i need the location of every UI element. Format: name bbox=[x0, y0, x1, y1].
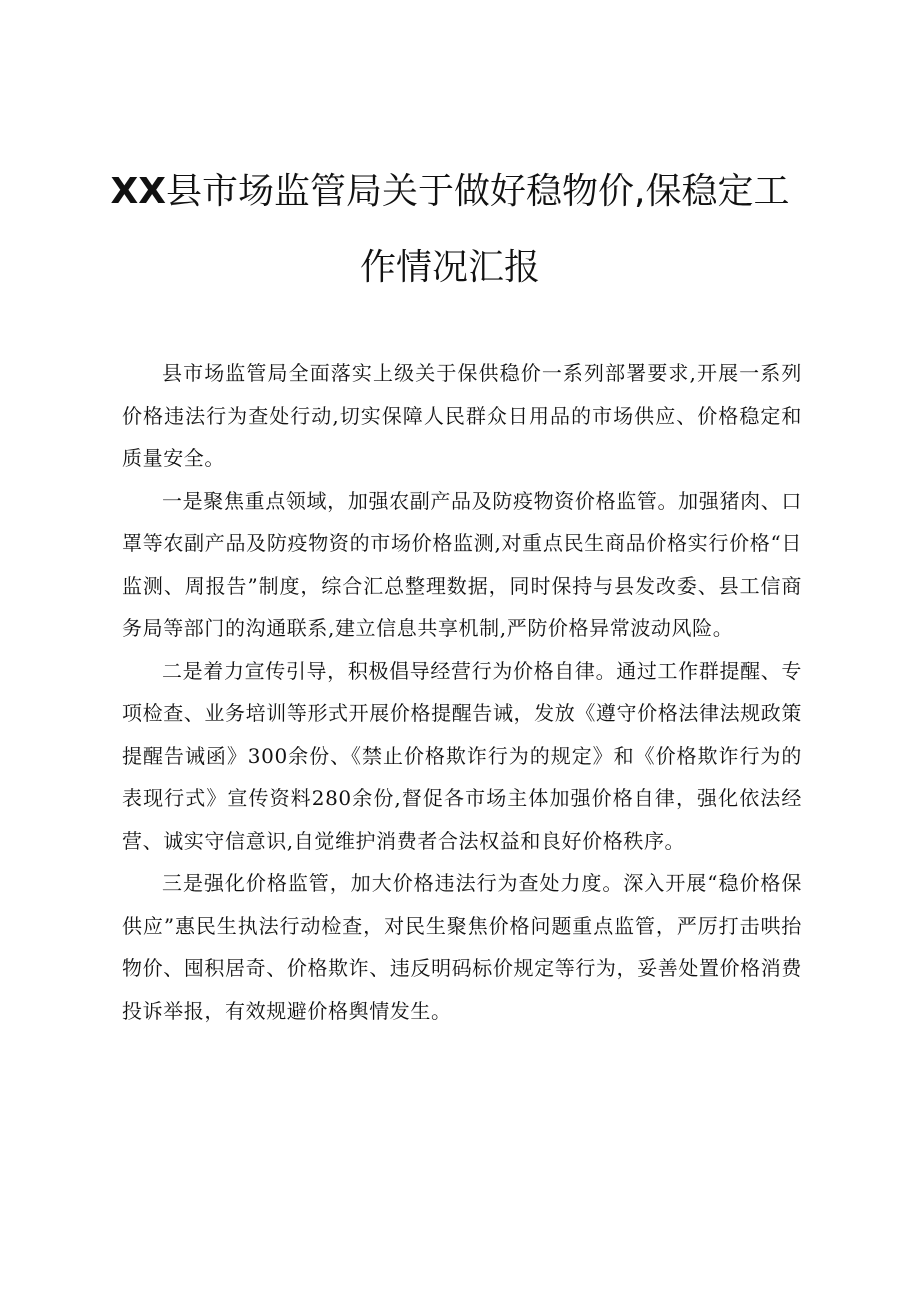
paragraph-point-1: 一是聚焦重点领域，加强农副产品及防疫物资价格监管。加强猪肉、口罩等农副产品及防疫物资的市场价格监测,对重点民生商品价格实行价格“日监测、周报告”制度，综合汇总整理数据，同时保持与县发改委、县工信商务局等部门的沟通联系,建立信息共享机制,严防价格异常波动风险。 bbox=[122, 488, 802, 640]
document-title-line-1 bbox=[60, 172, 840, 212]
title-line-1-text: 县市场监管局关于做好稳物价,保稳定工 bbox=[166, 171, 790, 212]
document-title-line-2: 作情况汇报 bbox=[359, 247, 540, 288]
paragraph-intro: 县市场监管局全面落实上级关于保供稳价一系列部署要求,开展一系列价格违法行为查处行动,切实保障人民群众日用品的市场供应、价格稳定和质量安全。 bbox=[122, 361, 802, 470]
document-body bbox=[122, 352, 802, 1032]
paragraph-point-2: 二是着力宣传引导，积极倡导经营行为价格自律。通过工作群提醒、专项检查、业务培训等形式开展价格提醒告诫，发放《遵守价格法律法规政策提醒告诫函》300余份、《禁止价格欺诈行为的规定》和《价格欺诈行为的表现行式》宣传资料280余份,督促各市场主体加强价格自律，强化依法经营、诚实守信意识,自觉维护消费者合法权益和良好价格秩序。 bbox=[122, 658, 802, 853]
title-prefix: XX bbox=[110, 171, 167, 212]
paragraph-point-3: 三是强化价格监管，加大价格违法行为查处力度。深入开展“稳价格保供应”惠民生执法行动检查，对民生聚焦价格问题重点监管，严厉打击哄抬物价、囤积居奇、价格欺诈、违反明码标价规定等行为，妥善处置价格消费投诉举报，有效规避价格舆情发生。 bbox=[122, 871, 802, 1023]
